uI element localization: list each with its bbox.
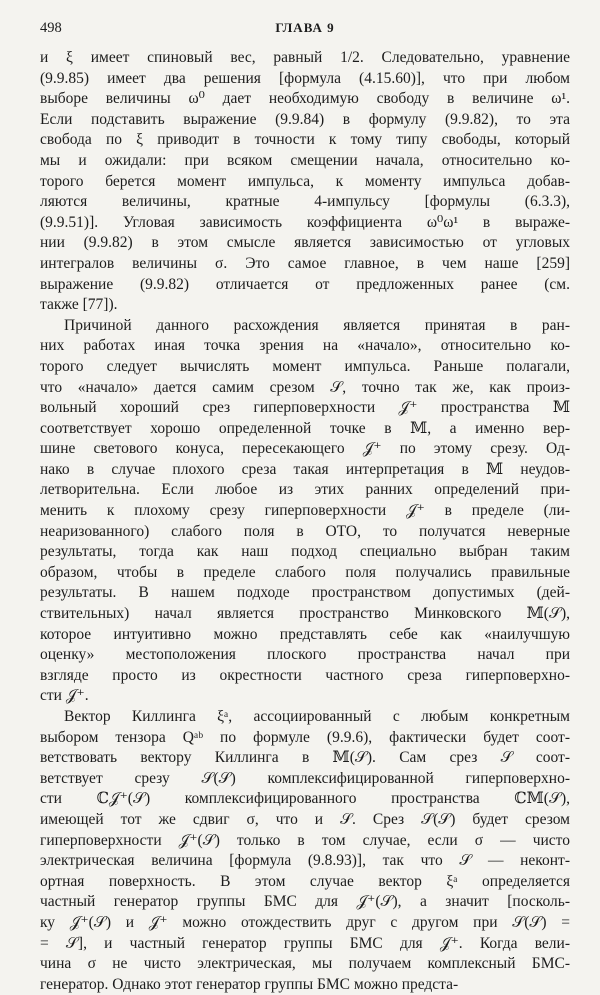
text-line: ку 𝒥⁺(𝒮) и 𝒥⁺ можно отождествить друг с другом при 𝒮(𝒮) =	[40, 913, 570, 931]
text-line: ветствует срезу 𝒮(𝒮) комплексифицированной гиперповерхно-	[40, 769, 570, 787]
text-line: Вектор Киллинга ξᵃ, ассоциированный с любым конкретным	[64, 708, 570, 725]
page-header	[40, 20, 570, 42]
text-line: электрическая величина [формула (9.8.93)], так что 𝒮 — неконт-	[40, 852, 570, 870]
text-line: выборе величины ω⁰ дает необходимую свободу в величине ω¹.	[40, 90, 570, 108]
page-body	[40, 48, 570, 995]
text-line: Если подставить выражение (9.9.84) в формулу (9.9.82), то эта	[40, 110, 570, 128]
text-line: шине светового конуса, пересекающего 𝒥⁺ по этому срезу. Од-	[40, 440, 570, 458]
text-line: интегралов величины σ. Это самое главное, в чем наше [259]	[40, 254, 570, 272]
text-line: также [77]).	[40, 296, 118, 314]
text-line: выражение (9.9.82) отличается от предложенных ранее (см.	[40, 275, 570, 293]
text-line: образом, чтобы в пределе слабого поля получались правильные	[40, 563, 570, 581]
text-line: (9.9.85) имеет два решения [формула (4.15.60)], что при любом	[40, 69, 570, 87]
text-line: генератор. Однако этот генератор группы БМС можно предста-	[40, 975, 459, 993]
text-line: них работах иная точка зрения на «начало», относительно ко-	[40, 337, 570, 355]
text-line: свобода по ξ приводит в точности к тому типу свободы, который	[40, 131, 570, 149]
text-line: торого берется момент импульса, к моменту импульса добав-	[40, 172, 570, 190]
text-line: имеющей тот же сдвиг σ, что и 𝒮. Срез 𝒮(𝒮) будет срезом	[40, 810, 570, 828]
text-line: частный генератор группы БМС для 𝒥⁺(𝒮), а значит [посколь-	[40, 893, 570, 911]
paragraph	[40, 316, 570, 707]
text-line: результаты. В нашем подходе пространством допустимых (дей-	[40, 584, 570, 602]
text-line: чина σ не чисто электрическая, мы получаем комплексный БМС-	[40, 955, 570, 973]
text-line: взгляде просто из окрестности частного среза гиперповерхно-	[40, 666, 570, 684]
paragraph	[40, 707, 570, 995]
text-line: которое интуитивно можно представлять себе как «наилучшую	[40, 625, 570, 643]
text-line: сти 𝒥⁺.	[40, 687, 89, 705]
text-line: ортная поверхность. В этом случае вектор ξᵃ определяется	[40, 872, 570, 890]
text-line: (9.9.51)]. Угловая зависимость коэффициента ω⁰ω¹ в выраже-	[40, 213, 570, 231]
running-title: ГЛАВА 9	[275, 20, 335, 35]
text-line: торого следует вычислять момент импульса. Раньше полагали,	[40, 357, 570, 375]
text-line: и ξ имеет спиновый вес, равный 1/2. Следовательно, уравнение	[40, 49, 570, 66]
text-line: летворительна. Если любое из этих ранних определений при-	[40, 481, 570, 499]
text-line: менить к плохому срезу гиперповерхности 𝒥⁺ в пределе (ли-	[40, 502, 570, 520]
text-line: ветствовать вектору Киллинга в 𝕄(𝒮). Сам срез 𝒮 соот-	[40, 749, 570, 767]
text-line: результаты, тогда как наш подход специально выбран таким	[40, 543, 570, 561]
text-line: гиперповерхности 𝒥⁺(𝒮) только в том случае, если σ — чисто	[40, 831, 570, 849]
text-line: соответствует хорошо определенной точке в 𝕄, а именно вер-	[40, 419, 570, 437]
text-line: ствительных) начал является пространство Минковского 𝕄(𝒮),	[40, 605, 570, 623]
text-line: оценку» местоположения плоского пространства начал при	[40, 646, 570, 664]
text-line: мы и ожидали: при всяком смещении начала, относительно ко-	[40, 151, 570, 169]
text-line: неаризованного) слабого поля в ОТО, то получатся неверные	[40, 522, 570, 540]
book-page	[40, 20, 570, 995]
text-line: выбором тензора Qᵃᵇ по формуле (9.9.6), фактически будет соот-	[40, 728, 570, 746]
paragraph	[40, 48, 570, 316]
page-number: 498	[40, 20, 62, 36]
text-line: Причиной данного расхождения является принятая в ран-	[64, 316, 570, 334]
text-line: сти ℂ𝒥⁺(𝒮) комплексифицированного пространства ℂ𝕄(𝒮),	[40, 790, 570, 808]
text-line: вольный хороший срез гиперповерхности 𝒥⁺ пространства 𝕄	[40, 399, 570, 417]
text-line: ляются величины, кратные 4-импульсу [формулы (6.3.3),	[40, 193, 570, 211]
text-line: что «начало» дается самим срезом 𝒮, точно так же, как произ-	[40, 378, 570, 396]
text-line: нии (9.9.82) в этом смысле является зависимостью от угловых	[40, 234, 570, 252]
text-line: = 𝒮], и частный генератор группы БМС для 𝒥⁺. Когда вели-	[40, 934, 570, 952]
text-line: нако в случае плохого среза такая интерпретация в 𝕄 неудов-	[40, 460, 570, 478]
